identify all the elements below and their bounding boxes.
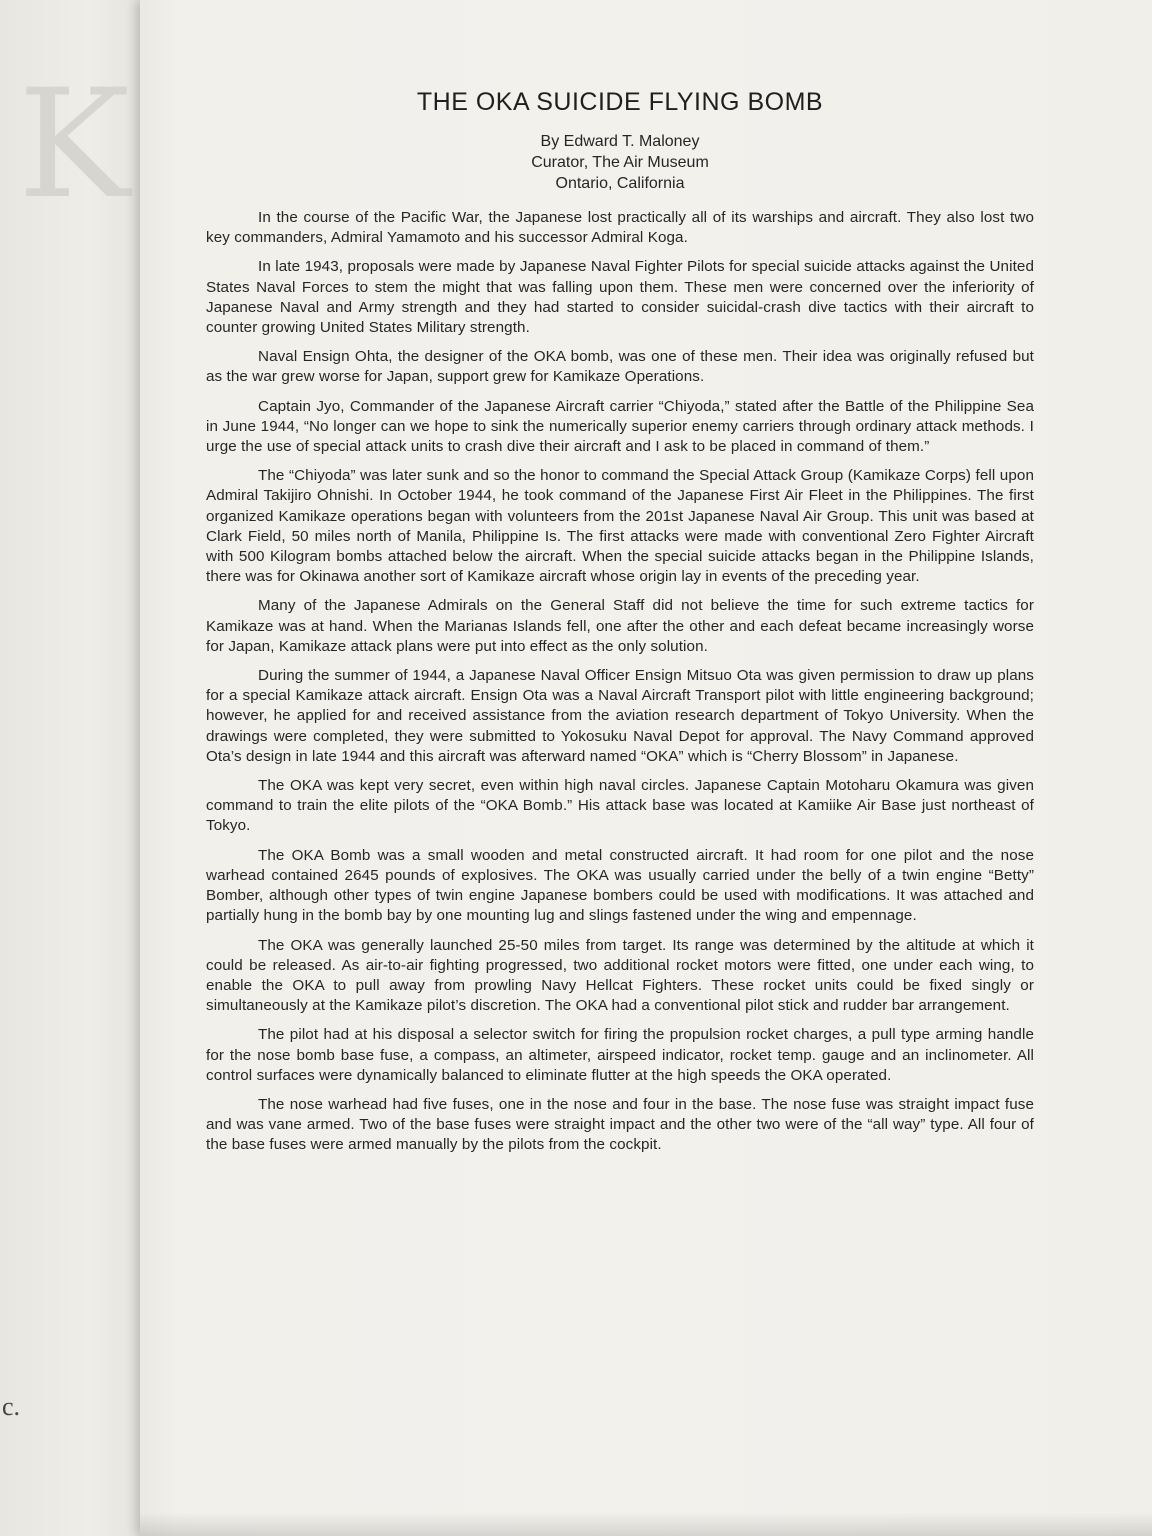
article: [206, 88, 1034, 1165]
document-page: [140, 0, 1152, 1536]
paragraph: Many of the Japanese Admirals on the General Staff did not believe the time for such extreme tactics for Kamikaze was at hand. When the Marianas Islands fell, one after the other and each defeat became increasingly worse for Japan, Kamikaze attack plans were put into effect as the only solution.: [206, 597, 1034, 655]
paragraph: Naval Ensign Ohta, the designer of the OKA bomb, was one of these men. Their idea was originally refused but as the war grew worse for Japan, support grew for Kamikaze Operations.: [206, 348, 1034, 386]
left-page-edge: [0, 0, 150, 1536]
byline-position: Curator, The Air Museum: [531, 154, 709, 171]
paragraph: The pilot had at his disposal a selector switch for firing the propulsion rocket charges, a pull type arming handle for the nose bomb base fuse, a compass, an altimeter, airspeed indicator, rocket temp. gauge and an inclinometer. All control surfaces were dynamically balanced to eliminate flutter at the high speeds the OKA operated.: [206, 1026, 1034, 1084]
article-title: THE OKA SUICIDE FLYING BOMB: [416, 88, 824, 116]
paragraph: The OKA Bomb was a small wooden and metal constructed aircraft. It had room for one pilot and the nose warhead contained 2645 pounds of explosives. The OKA was usually carried under the belly of a twin engine “Betty” Bomber, although other types of twin engine Japanese bombers could be used with modifications. It was attached and partially hung in the bomb bay by one mounting lug and slings fastened under the wing and empennage.: [206, 846, 1034, 925]
paragraph: Captain Jyo, Commander of the Japanese Aircraft carrier “Chiyoda,” stated after the Battle of the Philippine Sea in June 1944, “No longer can we hope to sink the numerically superior enemy carriers through ordinary attack methods. I urge the use of special attack units to crash dive their aircraft and I ask to be placed in command of them.”: [206, 397, 1034, 456]
byline: [206, 131, 1034, 194]
paragraph: The OKA was generally launched 25-50 miles from target. Its range was determined by the altitude at which it could be released. As air-to-air fighting progressed, two additional rocket motors were fitted, one under each wing, to enable the OKA to pull away from prowling Navy Hellcat Fighters. These rocket units could be fixed singly or simultaneously at the Kamikaze pilot’s discretion. The OKA had a conventional pilot stick and rudder bar arrangement.: [206, 936, 1034, 1015]
paragraph: In the course of the Pacific War, the Japanese lost practically all of its warships and aircraft. They also lost two key commanders, Admiral Yamamoto and his successor Admiral Koga.: [206, 209, 1034, 247]
paragraph: The nose warhead had five fuses, one in the nose and four in the base. The nose fuse was straight impact fuse and was vane armed. Two of the base fuses were straight impact and the other two were of the “all way” type. All four of the base fuses were armed manually by the pilots from the cockpit.: [206, 1095, 1034, 1154]
byline-location: Ontario, California: [555, 175, 685, 192]
paragraph: The “Chiyoda” was later sunk and so the honor to command the Special Attack Group (Kamikaze Corps) fell upon Admiral Takijiro Ohnishi. In October 1944, he took command of the Japanese First Air Fleet in the Philippines. The first organized Kamikaze operations began with volunteers from the 201st Japanese Naval Air Group. This unit was based at Clark Field, 50 miles north of Manila, Philippine Is. The first attacks were made with conventional Zero Fighter Aircraft with 500 Kilogram bombs attached below the aircraft. When the special suicide attacks began in the Philippine Islands, there was for Okinawa another sort of Kamikaze aircraft whose origin lay in events of the preceding year.: [206, 467, 1034, 586]
paragraph: In late 1943, proposals were made by Japanese Naval Fighter Pilots for special suicide attacks against the United States Naval Forces to stem the might that was falling upon them. These men were concerned over the inferiority of Japanese Naval and Army strength and they had started to consider suicidal-crash dive tactics with their aircraft to counter growing United States Military strength.: [206, 258, 1034, 337]
paragraph: During the summer of 1944, a Japanese Naval Officer Ensign Mitsuo Ota was given permission to draw up plans for a special Kamikaze attack aircraft. Ensign Ota was a Naval Aircraft Transport pilot with little engineering background; however, he applied for and received assistance from the aviation research department of Tokyo University. When the drawings were completed, they were submitted to Yokosuku Naval Depot for approval. The Navy Command approved Ota’s design in late 1944 and this aircraft was afterward named “OKA” which is “Cherry Blossom” in Japanese.: [206, 667, 1034, 765]
byline-author: By Edward T. Maloney: [540, 133, 700, 150]
left-page-glyph: K: [18, 58, 131, 232]
paragraph: The OKA was kept very secret, even within high naval circles. Japanese Captain Motoharu Okamura was given command to train the elite pilots of the “OKA Bomb.” His attack base was located at Kamiike Air Base just northeast of Tokyo.: [206, 777, 1034, 835]
left-page-mark: c.: [2, 1392, 21, 1421]
page-bottom-shadow: [140, 1512, 1152, 1536]
